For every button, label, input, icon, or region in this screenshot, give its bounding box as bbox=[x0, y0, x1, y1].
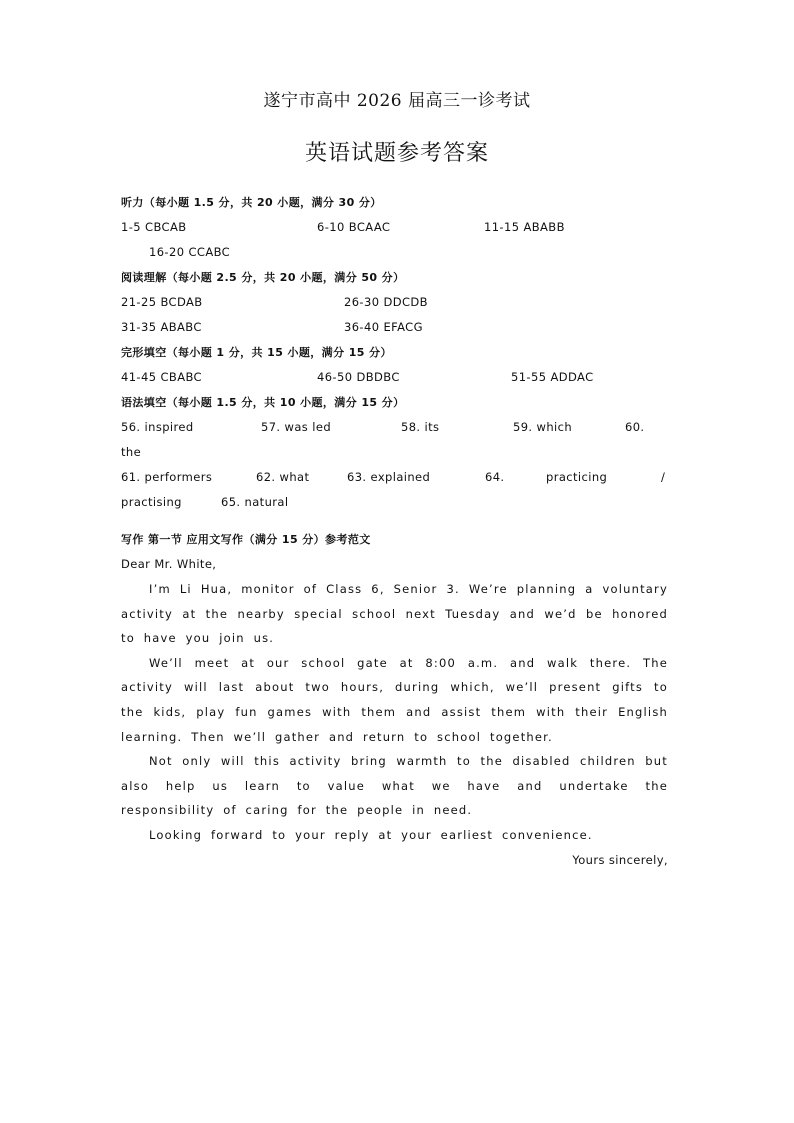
grammar-row-3 bbox=[121, 465, 668, 490]
answer-item: 62. what bbox=[256, 470, 310, 484]
essay-paragraph: Not only will this activity bring warmth to the disabled children but also help us learn to value what we have and undertake the responsibility of caring for the people in need. bbox=[121, 754, 668, 818]
essay-paragraph: Looking forward to your reply at your earliest convenience. bbox=[149, 827, 593, 842]
answer-item: practicing bbox=[546, 470, 608, 484]
grammar-row-1 bbox=[121, 415, 668, 440]
reading-row-1 bbox=[121, 290, 668, 315]
answer-group: 31-35 ABABC bbox=[121, 320, 202, 334]
writing-heading: 写作 第一节 应用文写作（满分 15 分）参考范文 bbox=[121, 533, 371, 546]
answer-group: 21-25 BCDAB bbox=[121, 295, 203, 309]
answer-item: 56. inspired bbox=[121, 420, 194, 434]
grammar-row-4 bbox=[121, 490, 668, 515]
answer-item: 64. bbox=[485, 470, 505, 484]
exam-title: 遂宁市高中 2026 届高三一诊考试 bbox=[263, 91, 531, 111]
salutation: Dear Mr. White, bbox=[121, 557, 217, 571]
grammar-row-2 bbox=[121, 440, 668, 465]
answer-item: practising bbox=[121, 495, 182, 509]
answer-item: 58. its bbox=[401, 420, 440, 434]
document-title: 英语试题参考答案 bbox=[304, 141, 489, 166]
reading-row-2 bbox=[121, 315, 668, 340]
answer-group: 6-10 BCAAC bbox=[317, 220, 391, 234]
answer-group: 46-50 DBDBC bbox=[317, 370, 400, 384]
answer-item: 63. explained bbox=[347, 470, 431, 484]
answer-group: 16-20 CCABC bbox=[149, 245, 231, 259]
closing: Yours sincerely, bbox=[572, 852, 668, 867]
answer-item: 60. bbox=[625, 420, 645, 434]
answer-group: 11-15 ABABB bbox=[484, 220, 565, 234]
listening-row-1 bbox=[121, 215, 668, 240]
cloze-heading: 完形填空（每小题 1 分，共 15 小题，满分 15 分） bbox=[121, 346, 392, 359]
answer-item: 59. which bbox=[513, 420, 573, 434]
listening-heading: 听力（每小题 1.5 分，共 20 小题，满分 30 分） bbox=[121, 196, 382, 209]
answer-group: 26-30 DDCDB bbox=[344, 295, 428, 309]
answer-body bbox=[121, 190, 668, 873]
answer-group: 36-40 EFACG bbox=[344, 320, 423, 334]
answer-item: 61. performers bbox=[121, 470, 213, 484]
answer-group: 1-5 CBCAB bbox=[121, 220, 187, 234]
grammar-heading: 语法填空（每小题 1.5 分，共 10 小题，满分 15 分） bbox=[121, 396, 405, 409]
answer-group: 41-45 CBABC bbox=[121, 370, 202, 384]
answer-item: / bbox=[661, 470, 666, 484]
essay-paragraph: We’ll meet at our school gate at 8:00 a.m. and walk there. The activity will last about two hours, during which, we’ll present gifts to the kids, play fun games with them and assist them with their English learning. Then we’ll gather and return to school together. bbox=[121, 655, 668, 744]
answer-item: 65. natural bbox=[221, 495, 289, 509]
answer-item: 57. was led bbox=[261, 420, 332, 434]
answer-group: 51-55 ADDAC bbox=[511, 370, 594, 384]
answer-item: the bbox=[121, 445, 142, 459]
listening-row-2 bbox=[121, 240, 668, 265]
essay-paragraph: I’m Li Hua, monitor of Class 6, Senior 3. We’re planning a voluntary activity at the nearby special school next Tuesday and we’d be honored to have you join us. bbox=[121, 582, 668, 646]
reading-heading: 阅读理解（每小题 2.5 分，共 20 小题，满分 50 分） bbox=[121, 271, 405, 284]
cloze-row-1 bbox=[121, 365, 668, 390]
